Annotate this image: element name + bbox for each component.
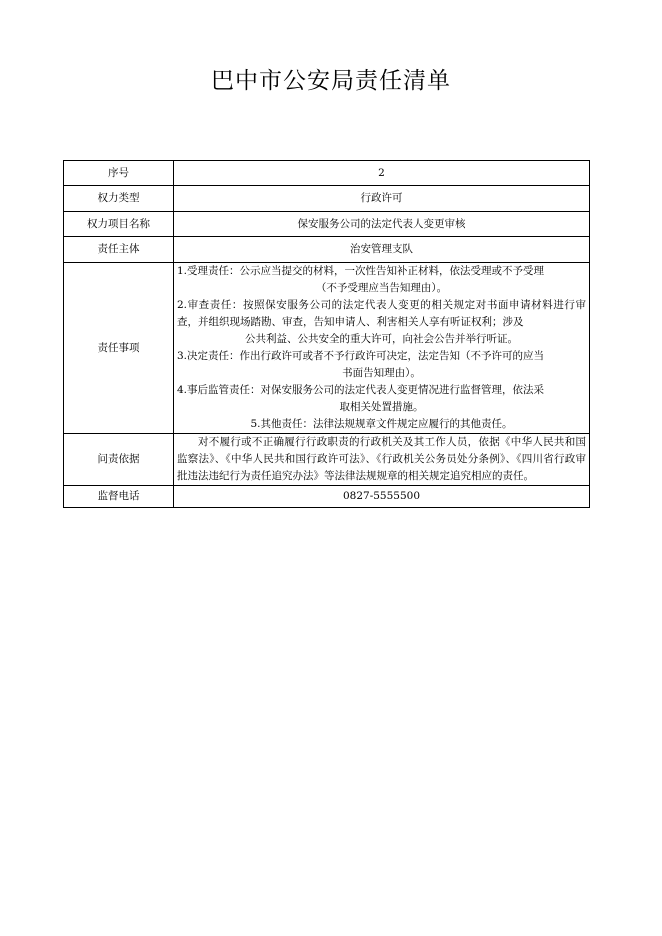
phone-value: 0827-5555500: [174, 486, 590, 508]
item-name-label: 权力项目名称: [64, 212, 174, 237]
duty-2-continuation: 公共利益、公共安全的重大许可，向社会公告并举行听证。: [245, 333, 518, 345]
power-type-label: 权力类型: [64, 186, 174, 212]
serial-label: 序号: [64, 161, 174, 186]
table-row-item-name: [64, 212, 590, 237]
table-row-phone: [64, 486, 590, 508]
basis-text: 对不履行或不正确履行行政职责的行政机关及其工作人员，依据《中华人民共和国监察法》、《中华人民共和国行政许可法》、《行政机关公务员处分条例》、《四川省行政审批违法违纪行为责任追究办法》等法律法规规章的相关规定追究相应的责任。: [174, 434, 590, 486]
page-title: 巴中市公安局责任清单: [211, 68, 451, 94]
table-row-basis: [64, 434, 590, 486]
duty-2-text: 2.审查责任：按照保安服务公司的法定代表人变更的相关规定对书面申请材料进行审查，并组织现场踏勘、审查，告知申请人、利害相关人享有听证权利；涉及: [177, 299, 586, 328]
duties-label: 责任事项: [64, 263, 174, 434]
item-name-value: 保安服务公司的法定代表人变更审核: [174, 212, 590, 237]
duty-4-continuation: 取相关处置措施。: [339, 401, 424, 413]
table-row-power-type: [64, 186, 590, 212]
duty-5-text: 5.其他责任：法律法规规章文件规定应履行的其他责任。: [250, 418, 513, 430]
duty-1-text: 1.受理责任：公示应当提交的材料，一次性告知补正材料，依法受理或不予受理: [177, 265, 545, 277]
table-row-duties: [64, 263, 590, 434]
serial-value: 2: [174, 161, 590, 186]
basis-label: 问责依据: [64, 434, 174, 486]
duty-1-continuation: （不予受理应当告知理由）。: [315, 282, 448, 294]
table-row-subject: [64, 237, 590, 263]
phone-label: 监督电话: [64, 486, 174, 508]
power-type-value: 行政许可: [174, 186, 590, 212]
duties-content: [174, 263, 590, 434]
subject-label: 责任主体: [64, 237, 174, 263]
duty-3-text: 3.决定责任：作出行政许可或者不予行政许可决定，法定告知（不予许可的应当: [177, 350, 545, 362]
subject-value: 治安管理支队: [174, 237, 590, 263]
responsibility-table: [63, 160, 590, 508]
table-row-serial: [64, 161, 590, 186]
duty-4-text: 4.事后监管责任：对保安服务公司的法定代表人变更情况进行监督管理，依法采: [177, 384, 545, 396]
duty-3-continuation: 书面告知理由）。: [342, 367, 421, 379]
